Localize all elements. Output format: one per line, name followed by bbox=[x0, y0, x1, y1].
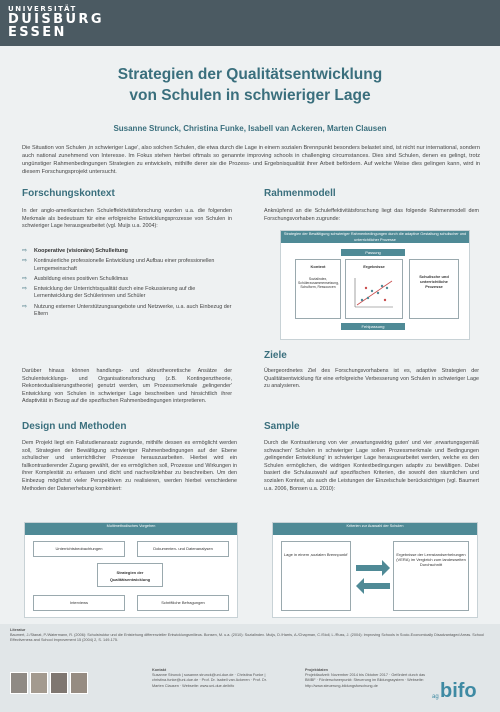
forschung-text-2: Darüber hinaus können handlungs- und akteurtheoretische Ansätze der Schulentwicklungs- und Organisationsforschung (z.B. Kontingenztheorie, Rekontextualisierungstheorie) genutzt werden, um Prozessmerkmale ‚gelingender' Entwicklung von Schulen in schwieriger Lage beschreiben und hinsichtlich ihrer Adaptivität in Bezug auf die spezifischen Rahmenbedingungen interpretieren. bbox=[22, 368, 232, 405]
bullet-text: Nutzung externer Unterstützungsangebote und Netzwerke, u.a. auch Einbezug der Eltern bbox=[34, 303, 232, 318]
project-data-section bbox=[305, 668, 435, 689]
rahmen-text: Anknüpfend an die Schuleffektivitätsforschung liegt das folgende Rahmenmodell dem Forschungsvorhaben zugrunde: bbox=[264, 208, 479, 222]
title-line-1: Strategien der Qualitätsentwicklung bbox=[117, 66, 383, 83]
project-data-text: Projektlaufzeit: November 2014 bis Oktober 2017 · Gefördert durch das BMBF · Förderschwerpunkt: Steuerung im Bildungssystem · Webseite: http://www.steuerung-bildungsforschung.de bbox=[305, 673, 426, 688]
unterricht-box: Unterrichtsbeobachtungen bbox=[33, 541, 125, 557]
ag-logo-text: ag bbox=[432, 694, 439, 700]
bifo-logo: bifo bbox=[440, 680, 477, 702]
ergebnisse-box bbox=[345, 259, 403, 319]
arrow-icon: ⇨ bbox=[22, 275, 28, 282]
contact-heading: Kontakt bbox=[152, 668, 167, 672]
criteria-right-box: Ergebnisse der Lernstandserhebungen (VERA) im Vergleich zum landesweiten Durchschnitt bbox=[393, 541, 469, 611]
list-item bbox=[22, 258, 232, 273]
heading-ziele: Ziele bbox=[264, 350, 287, 361]
heading-rahmenmodell: Rahmenmodell bbox=[264, 188, 336, 199]
logo-line-2: DUISBURG bbox=[8, 12, 104, 27]
scatter-plot-icon bbox=[352, 276, 396, 310]
arrow-icon: ⇨ bbox=[22, 285, 28, 292]
methoden-figure bbox=[24, 522, 238, 618]
prozesse-box bbox=[409, 259, 459, 319]
title-line-2: von Schulen in schwieriger Lage bbox=[129, 87, 371, 104]
bullet-text: Kooperative (visionäre) Schulleitung bbox=[34, 248, 128, 254]
rahmenmodell-figure bbox=[280, 230, 470, 340]
kontext-box bbox=[295, 259, 341, 319]
figure-caption: Multimethodisches Vorgehen bbox=[25, 523, 237, 535]
prozesse-label: Schulische und unterrichtliche Prozesse bbox=[419, 274, 449, 289]
intro-paragraph: Die Situation von Schulen ‚in schwieriger Lage', also solchen Schulen, die etwa durch die Lage in einem sozialen Brennpunkt besonders belastet sind, ist nicht nur international, sondern auch national zunehmend von Interesse. Im Fokus stehen hierbei oftmals so genannte improving schools in challenging circumstances. Dies sind Schulen, denen es gelingt, trotz ungünstiger Rahmenbedingungen Strategien zu entwickeln, mithilfe derer sie die Prozess- und Ergebnisqualität ihrer Arbeit befördern. Auf welche Weise dies gelingen kann, wird in diesem Forschungsprojekt untersucht. bbox=[22, 145, 480, 175]
arrow-icon: ⇨ bbox=[22, 258, 28, 265]
literature-text: Baumert, J./Stanat, P./Watermann, R. (2006): Schulstruktur und die Entstehung differenzieller Entwicklungsmilieus. Bonsen, M. u.a. (2010): Sozialindex. Muijs, D./Harris, A./Chapman, C./Stoll, L./Russ, J. (2004): Improving Schools in Socio-Economically Disadvantaged Areas. School Effectiveness and School Improvement 15 (2004) 2, S. 149-175. bbox=[10, 633, 484, 643]
list-item bbox=[22, 286, 232, 301]
passung-label: Passung bbox=[341, 249, 405, 256]
ziele-text: Übergeordnetes Ziel des Forschungsvorhabens ist es, adaptive Strategien der Qualitätsentwicklung für eine erfolgreiche Verbesserung von Schulen in schwieriger Lage zu analysieren. bbox=[264, 368, 479, 390]
figure-caption: Strategien der Bewältigung schwieriger Rahmenbedingungen durch die adaptive Gestaltung schulischer und unterrichtlicher Prozesse bbox=[281, 231, 469, 243]
interviews-box: Interviews bbox=[33, 595, 125, 611]
ergebnisse-label: Ergebnisse bbox=[363, 264, 385, 269]
list-item bbox=[22, 248, 232, 256]
author-photo bbox=[10, 672, 28, 694]
author-photo bbox=[70, 672, 88, 694]
dokumente-box: Dokumenten- und Datenanalysen bbox=[137, 541, 229, 557]
project-data-heading: Projektdaten bbox=[305, 668, 328, 672]
sample-text: Durch die Kontrastierung von vier ‚erwartungswidrig guten' und vier ‚erwartungsgemäß schwachen' Schulen in schwieriger Lage sollen Prozessmerkmale und Bedingungen ‚gelingender Entwicklung' in schwieriger Lage herausgearbeitet werden, welche es den Schulen ermöglichen, die widrigen Kontextbedingungen adaptiv zu bewältigen. Dabei basiert die Schulauswahl auf spezifischen Kriterien, die sowohl den räumlichen und sozialen Kontext, als auch die Leistungen der Einzelschule berücksichtigen (vgl. Baumert u.a. 2006, Bonsen u.a. 2010): bbox=[264, 440, 479, 492]
criteria-left-box: Lage in einem ‚sozialen Brennpunkt' bbox=[281, 541, 351, 611]
logo-line-3: ESSEN bbox=[8, 25, 67, 40]
heading-forschungskontext: Forschungskontext bbox=[22, 188, 115, 199]
bullet-text: Entwicklung der Unterrichtsqualität durch eine Fokussierung auf die Lernentwicklung der Schülerinnen und Schüler bbox=[34, 285, 196, 300]
heading-sample: Sample bbox=[264, 421, 300, 432]
literature-section bbox=[10, 628, 490, 644]
design-text: Dem Projekt liegt ein Fallstudienansatz zugrunde, mithilfe dessen es ermöglicht werden soll, Strategien der Bewältigung schwieriger Rahmenbedingungen auf der Ebene schulischer und unterrichtlicher Prozesse herauszuarbeiten. Hierbei wird ein fallkontrastierender Zugang gewählt, der es ermöglichen soll, Prozesse und Wirkungen in ihrer Komplexität zu erfassen und dicht und nachvollziehbar zu beschreiben. Um den Einbezug möglichst vieler Perspektiven zu realisieren, werden hierbei verschiedene Methoden der Datenerhebung kombiniert: bbox=[22, 440, 237, 492]
fehlpassung-label: Fehlpassung bbox=[341, 323, 405, 330]
arrows-icon bbox=[354, 557, 392, 597]
authors: Susanne Strunck, Christina Funke, Isabell van Ackeren, Marten Clausen bbox=[113, 124, 387, 133]
strategien-center-box: Strategien der Qualitätsentwicklung bbox=[97, 563, 163, 587]
university-logo bbox=[8, 5, 104, 39]
contact-text: Susanne Strunck | susanne.strunck@uni-due.de · Christina Funke | christina.funke@uni-due.de · Prof. Dr. Isabell van Ackeren · Prof. Dr. Marten Clausen · Webseite: www.uni-due.de/bifo bbox=[152, 673, 267, 688]
kontext-label: Kontext bbox=[310, 264, 326, 269]
befragungen-box: Schriftliche Befragungen bbox=[137, 595, 229, 611]
bullet-text: Ausbildung eines positiven Schulklimas bbox=[34, 275, 129, 282]
arrow-icon: ⇨ bbox=[22, 303, 28, 310]
author-photo bbox=[50, 672, 68, 694]
literature-heading: Literatur bbox=[10, 628, 26, 632]
figure-caption: Kriterien zur Auswahl der Schulen bbox=[273, 523, 477, 535]
poster-title bbox=[0, 64, 500, 106]
contact-section bbox=[152, 668, 272, 689]
arrow-icon: ⇨ bbox=[22, 248, 28, 254]
kontext-items: Sozialindex, Schülerzusammensetzung, Schulform, Ressourcen bbox=[298, 277, 339, 289]
header-bar bbox=[0, 0, 500, 46]
logo-line-1: UNIVERSITÄT bbox=[8, 5, 77, 13]
forschung-text: In der anglo-amerikanischen Schuleffektivitätsforschung wurden u.a. die folgenden Merkmale als bedeutsam für eine erfolgreiche Entwicklungsprozesse von Schulen in schwieriger Lage herausgearbeitet (vgl. Muijs u.a. 2004): bbox=[22, 208, 232, 230]
sample-figure bbox=[272, 522, 478, 618]
list-item bbox=[22, 276, 232, 284]
list-item bbox=[22, 304, 232, 319]
author-photo bbox=[30, 672, 48, 694]
bullet-text: Kontinuierliche professionelle Entwicklung und Aufbau einer professionellen Lerngemeinschaft bbox=[34, 258, 215, 272]
forschung-bullet-list bbox=[22, 248, 232, 321]
heading-design: Design und Methoden bbox=[22, 421, 127, 432]
